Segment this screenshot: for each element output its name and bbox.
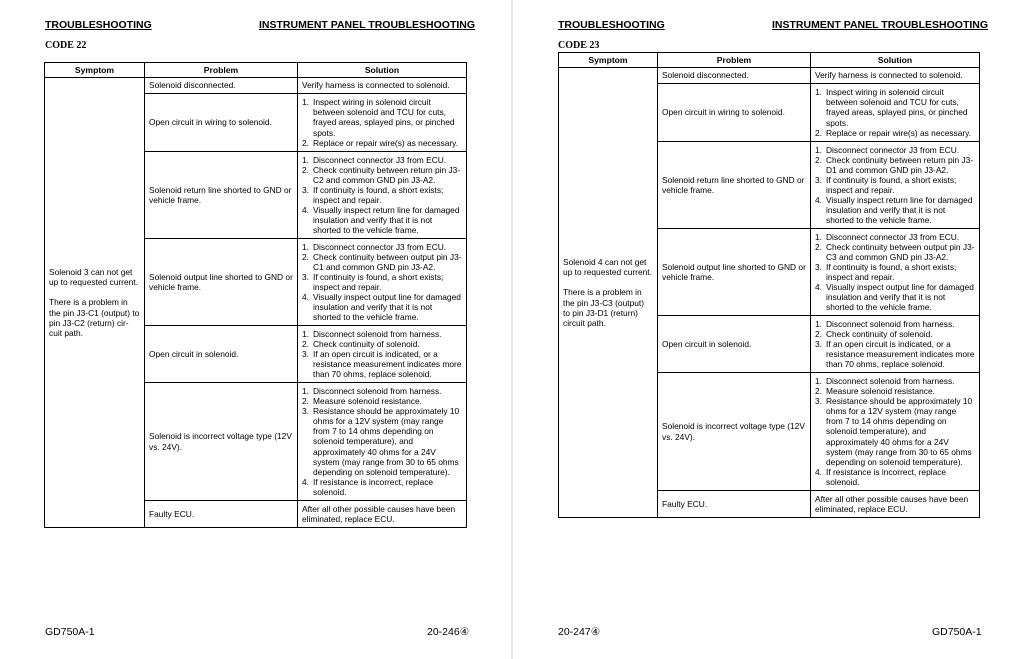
step-text: Disconnect connector J3 from ECU.	[313, 154, 447, 165]
solution-step	[815, 319, 975, 329]
problem-cell: Solenoid disconnected.	[145, 78, 298, 94]
symptom-text: Solenoid 3 can not get up to requested current.	[49, 267, 138, 288]
solution-step	[302, 242, 462, 252]
solution-cell	[298, 383, 467, 501]
step-number: 3.	[302, 406, 309, 417]
step-number: 1.	[815, 318, 822, 329]
step-number: 4.	[815, 282, 822, 293]
step-text: Replace or repair wire(s) as necessary.	[826, 127, 972, 138]
step-number: 3.	[815, 174, 822, 185]
solution-steps	[302, 97, 462, 147]
problem-cell: Solenoid return line shorted to GND or vehicle frame.	[145, 152, 298, 239]
solution-cell	[811, 373, 980, 491]
column-header-symptom: Symptom	[559, 53, 658, 68]
step-text: If continuity is found, a short exists; inspect and repair.	[313, 184, 444, 205]
solution-step	[302, 185, 462, 205]
step-text: Disconnect connector J3 from ECU.	[826, 144, 960, 155]
problem-cell: Open circuit in solenoid.	[658, 316, 811, 373]
solution-step	[302, 165, 462, 185]
problem-cell: Solenoid disconnected.	[658, 68, 811, 84]
step-text: Check continuity between return pin J3-C2 and common GND pin J3-A2.	[313, 164, 461, 185]
step-text: Disconnect solenoid from harness.	[826, 375, 955, 386]
symptom-detail: There is a problem in the pin J3-C1 (output) to pin J3-C2 (return) cir-cuit path.	[49, 297, 140, 338]
table-row	[45, 78, 467, 94]
step-number: 3.	[302, 184, 309, 195]
step-number: 2.	[302, 164, 309, 175]
step-text: Disconnect solenoid from harness.	[313, 385, 442, 396]
solution-steps	[302, 386, 462, 497]
step-text: Measure solenoid resistance.	[826, 386, 935, 397]
step-number: 4.	[302, 205, 309, 216]
step-number: 2.	[815, 154, 822, 165]
problem-cell: Solenoid output line shorted to GND or vehicle frame.	[658, 229, 811, 316]
solution-step	[302, 205, 462, 235]
solution-step	[302, 252, 462, 272]
problem-cell: Solenoid output line shorted to GND or vehicle frame.	[145, 239, 298, 326]
solution-step	[302, 138, 462, 148]
solution-step	[815, 175, 975, 195]
problem-cell: Open circuit in wiring to solenoid.	[145, 94, 298, 152]
troubleshooting-table	[44, 62, 467, 528]
step-number: 2.	[302, 338, 309, 349]
solution-step	[815, 262, 975, 282]
header-chapter-title: INSTRUMENT PANEL TROUBLESHOOTING	[772, 19, 989, 31]
solution-cell: Verify harness is connected to solenoid.	[811, 68, 980, 84]
solution-step	[815, 242, 975, 262]
solution-step	[815, 467, 975, 487]
solution-step	[815, 128, 975, 138]
solution-step	[815, 282, 975, 312]
step-number: 1.	[815, 375, 822, 386]
column-header-solution: Solution	[298, 63, 467, 78]
step-number: 3.	[815, 396, 822, 407]
solution-step	[815, 195, 975, 225]
step-number: 2.	[815, 127, 822, 138]
solution-step	[302, 155, 462, 165]
solution-steps	[815, 232, 975, 313]
step-number: 4.	[302, 476, 309, 487]
solution-cell	[811, 229, 980, 316]
solution-steps	[815, 376, 975, 487]
column-header-problem: Problem	[145, 63, 298, 78]
step-text: If resistance is incorrect, replace solenoid.	[313, 476, 434, 497]
step-text: Check continuity between return pin J3-D1 and common GND pin J3-A2.	[826, 154, 974, 175]
solution-step	[302, 292, 462, 322]
solution-step	[302, 406, 462, 477]
step-text: Check continuity between output pin J3-C1 and common GND pin J3-A2.	[313, 251, 462, 272]
solution-cell	[811, 84, 980, 142]
solution-steps	[302, 329, 462, 379]
solution-cell: After all other possible causes have been eliminated, replace ECU.	[298, 501, 467, 528]
step-number: 2.	[302, 137, 309, 148]
table-row	[559, 68, 980, 84]
solution-step	[302, 339, 462, 349]
solution-cell: After all other possible causes have been eliminated, replace ECU.	[811, 491, 980, 518]
column-header-problem: Problem	[658, 53, 811, 68]
step-number: 1.	[302, 241, 309, 252]
step-number: 4.	[815, 466, 822, 477]
footer-page-number: 20-246④	[427, 626, 470, 638]
step-text: Inspect wiring in solenoid circuit between solenoid and TCU for cuts, frayed areas, splayed pins, or pinched spots.	[313, 97, 455, 138]
step-text: If resistance is incorrect, replace solenoid.	[826, 466, 947, 487]
step-text: Check continuity of solenoid.	[826, 328, 933, 339]
step-text: Visually inspect output line for damaged insulation and verify that it is not shorted to the vehicle frame.	[313, 292, 461, 323]
step-number: 3.	[302, 271, 309, 282]
solution-cell	[298, 326, 467, 383]
solution-step	[815, 232, 975, 242]
step-number: 1.	[302, 385, 309, 396]
step-text: Check continuity between output pin J3-C3 and common GND pin J3-A2.	[826, 241, 975, 262]
solution-step	[815, 145, 975, 155]
solution-step	[815, 87, 975, 127]
solution-steps	[815, 319, 975, 369]
solution-cell	[811, 316, 980, 373]
symptom-cell	[559, 68, 658, 518]
solution-step	[302, 477, 462, 497]
solution-step	[302, 329, 462, 339]
step-text: Resistance should be approximately 10 ohms for a 12V system (may range from 7 to 14 ohms depending on solenoid temperature), and approximately 40 ohms for a 24V system (may range from 30 to 65 ohms depending on solenoid temperature).	[826, 396, 973, 467]
solution-step	[815, 396, 975, 467]
step-number: 1.	[302, 328, 309, 339]
code-title: CODE 22	[45, 40, 87, 51]
step-text: If continuity is found, a short exists; inspect and repair.	[826, 261, 957, 282]
step-number: 1.	[302, 154, 309, 165]
problem-cell: Solenoid return line shorted to GND or vehicle frame.	[658, 142, 811, 229]
solution-step	[815, 376, 975, 386]
step-text: If continuity is found, a short exists; inspect and repair.	[826, 174, 957, 195]
step-number: 2.	[815, 386, 822, 397]
step-text: Visually inspect return line for damaged insulation and verify that it is not shorted to the vehicle frame.	[313, 205, 460, 236]
code-title: CODE 23	[558, 40, 600, 51]
step-text: Disconnect solenoid from harness.	[313, 328, 442, 339]
step-number: 1.	[815, 87, 822, 98]
step-number: 1.	[815, 144, 822, 155]
symptom-detail: There is a problem in the pin J3-C3 (output) to pin J3-D1 (return) circuit path.	[563, 287, 645, 328]
step-text: Visually inspect output line for damaged insulation and verify that it is not shorted to the vehicle frame.	[826, 282, 974, 313]
solution-cell: Verify harness is connected to solenoid.	[298, 78, 467, 94]
problem-cell: Faulty ECU.	[658, 491, 811, 518]
solution-cell	[811, 142, 980, 229]
step-text: If an open circuit is indicated, or a resistance measurement indicates more than 70 ohms, replace solenoid.	[826, 338, 975, 370]
solution-cell	[298, 239, 467, 326]
column-header-symptom: Symptom	[45, 63, 145, 78]
step-number: 1.	[815, 231, 822, 242]
step-number: 3.	[302, 348, 309, 359]
solution-step	[302, 396, 462, 406]
step-text: Visually inspect return line for damaged insulation and verify that it is not shorted to the vehicle frame.	[826, 195, 973, 226]
step-text: Disconnect connector J3 from ECU.	[826, 231, 960, 242]
solution-step	[302, 349, 462, 379]
step-number: 3.	[815, 261, 822, 272]
column-header-solution: Solution	[811, 53, 980, 68]
problem-cell: Solenoid is incorrect voltage type (12V vs. 24V).	[658, 373, 811, 491]
solution-steps	[815, 145, 975, 226]
step-number: 4.	[302, 292, 309, 303]
solution-step	[302, 272, 462, 292]
step-text: Inspect wiring in solenoid circuit between solenoid and TCU for cuts, frayed areas, splayed pins, or pinched spots.	[826, 87, 968, 128]
header-chapter-title: INSTRUMENT PANEL TROUBLESHOOTING	[259, 19, 476, 31]
symptom-text: Solenoid 4 can not get up to requested current.	[563, 257, 652, 278]
left-page	[0, 0, 511, 659]
troubleshooting-table	[558, 52, 980, 518]
solution-steps	[302, 155, 462, 236]
problem-cell: Solenoid is incorrect voltage type (12V vs. 24V).	[145, 383, 298, 501]
solution-step	[815, 155, 975, 175]
step-text: Disconnect connector J3 from ECU.	[313, 241, 447, 252]
step-text: Measure solenoid resistance.	[313, 396, 422, 407]
step-number: 2.	[302, 396, 309, 407]
step-text: If an open circuit is indicated, or a resistance measurement indicates more than 70 ohms, replace solenoid.	[313, 348, 462, 380]
header-section-title: TROUBLESHOOTING	[558, 19, 665, 31]
step-text: Check continuity of solenoid.	[313, 338, 420, 349]
step-number: 2.	[815, 241, 822, 252]
step-number: 3.	[815, 338, 822, 349]
solution-steps	[815, 87, 975, 137]
step-text: Disconnect solenoid from harness.	[826, 318, 955, 329]
step-text: Replace or repair wire(s) as necessary.	[313, 137, 459, 148]
footer-page-number: 20-247④	[558, 626, 601, 638]
symptom-cell	[45, 78, 145, 528]
right-page	[513, 0, 1024, 659]
solution-cell	[298, 152, 467, 239]
solution-cell	[298, 94, 467, 152]
step-text: Resistance should be approximately 10 ohms for a 12V system (may range from 7 to 14 ohms depending on solenoid temperature), and approximately 40 ohms for a 24V system (may range from 30 to 65 ohms depending on solenoid temperature).	[313, 406, 460, 477]
step-number: 2.	[815, 328, 822, 339]
solution-step	[815, 386, 975, 396]
step-number: 4.	[815, 195, 822, 206]
footer-document-number: GD750A-1	[45, 626, 95, 638]
step-text: If continuity is found, a short exists; inspect and repair.	[313, 271, 444, 292]
solution-steps	[302, 242, 462, 323]
problem-cell: Faulty ECU.	[145, 501, 298, 528]
solution-step	[815, 339, 975, 369]
problem-cell: Open circuit in solenoid.	[145, 326, 298, 383]
solution-step	[815, 329, 975, 339]
solution-step	[302, 386, 462, 396]
problem-cell: Open circuit in wiring to solenoid.	[658, 84, 811, 142]
solution-step	[302, 97, 462, 137]
step-number: 2.	[302, 251, 309, 262]
footer-document-number: GD750A-1	[932, 626, 982, 638]
step-number: 1.	[302, 97, 309, 108]
header-section-title: TROUBLESHOOTING	[45, 19, 152, 31]
